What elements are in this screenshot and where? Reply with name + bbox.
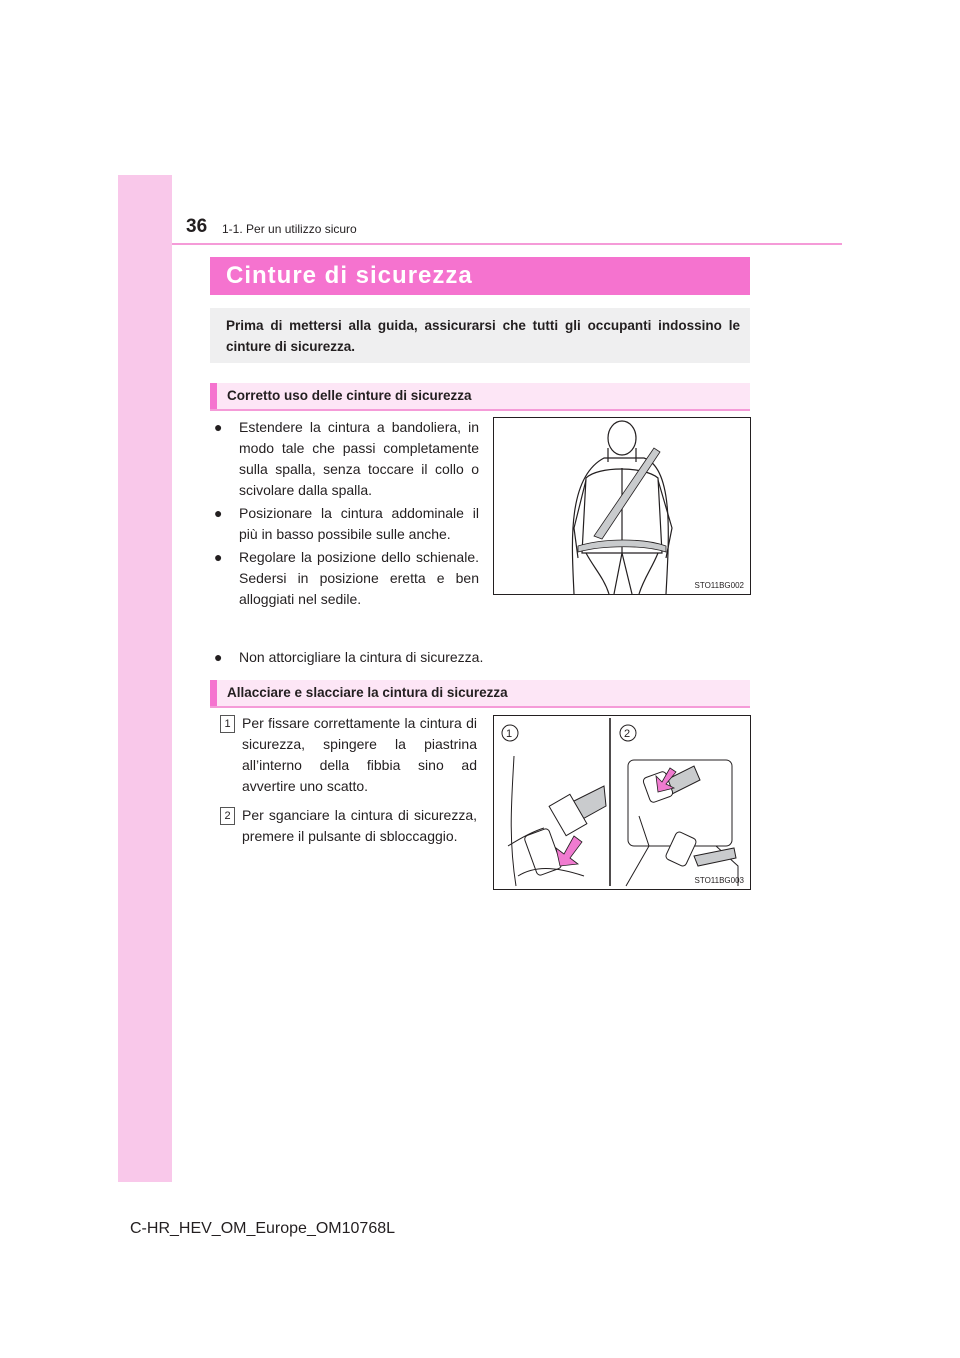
bullet-dot-icon: ● [214, 419, 223, 435]
step-item [220, 805, 477, 847]
figure-label-2: 2 [624, 728, 631, 740]
list-item [211, 503, 479, 545]
side-tab-band [118, 175, 172, 1182]
section-heading-correct-use [210, 383, 750, 409]
section-heading-label: Corretto uso delle cinture di sicurezza [227, 388, 472, 403]
step-list [220, 713, 477, 855]
bullet-dot-icon: ● [214, 549, 223, 565]
title-bar [210, 257, 750, 295]
bullet-dot-icon: ● [214, 649, 223, 665]
buckle-illustration [494, 716, 750, 889]
bullet-text: Non attorcigliare la cintura di sicurezza. [239, 649, 484, 665]
step-number: 2 [220, 807, 235, 825]
section-heading-label: Allacciare e slacciare la cintura di sicurezza [227, 685, 508, 700]
figure-buckle [493, 715, 751, 890]
page-title: Cinture di sicurezza [226, 262, 473, 289]
section-heading-fasten [210, 680, 750, 706]
seated-person-illustration [494, 418, 750, 594]
step-number: 1 [220, 715, 235, 733]
bullet-text: Regolare la posizione dello schienale. Sedersi in posizione eretta e ben alloggiati nel sedile. [239, 549, 479, 607]
bullet-list [211, 417, 479, 612]
intro-text: Prima di mettersi alla guida, assicurarsi che tutti gli occupanti indossino le cinture di sicurezza. [226, 318, 740, 354]
figure-code: STO11BG003 [694, 876, 744, 885]
step-item [220, 713, 477, 797]
page-number: 36 [186, 216, 208, 237]
figure-seated-person-belt [493, 417, 751, 595]
chapter-title: 1-1. Per un utilizzo sicuro [222, 222, 357, 236]
list-item [211, 417, 479, 501]
figure-label-1: 1 [506, 728, 513, 740]
section-rule [210, 706, 750, 708]
section-rule [210, 409, 750, 411]
bullet-text: Estendere la cintura a bandoliera, in modo tale che passi completamente sulla spalla, senza toccare il collo o scivolare dalla spalla. [239, 419, 479, 498]
figure-code: STO11BG002 [694, 581, 744, 590]
header-rule [172, 243, 842, 245]
bullet-text: Posizionare la cintura addominale il più in basso possibile sulle anche. [239, 505, 479, 542]
step-text: Per fissare correttamente la cintura di sicurezza, spingere la piastrina all’interno della fibbia sino ad avvertire uno scatto. [242, 715, 477, 794]
step-text: Per sganciare la cintura di sicurezza, premere il pulsante di sbloccaggio. [242, 807, 477, 844]
list-item [211, 647, 731, 668]
bullet-dot-icon: ● [214, 505, 223, 521]
list-item [211, 547, 479, 610]
footer-doc-id: C-HR_HEV_OM_Europe_OM10768L [130, 1220, 396, 1237]
intro-box [210, 308, 750, 363]
